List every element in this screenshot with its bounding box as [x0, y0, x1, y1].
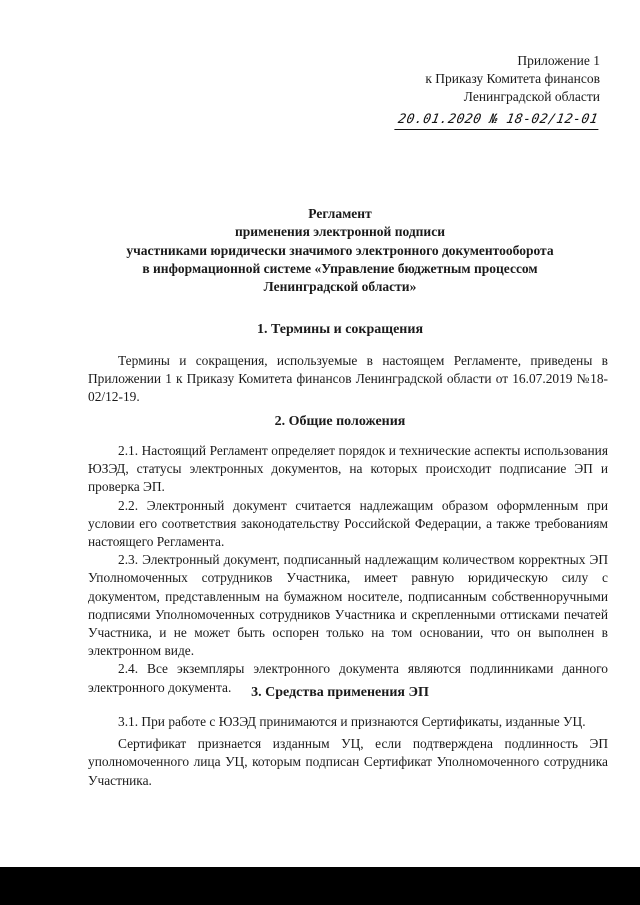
paragraph: 2.1. Настоящий Регламент определяет порядок и технические аспекты использования ЮЗЭД, статусы электронных документов, на которых происходит подписание ЭП и проверка ЭП. [88, 443, 608, 495]
section-3-body [88, 713, 608, 790]
section-2-heading: 2. Общие положения [274, 414, 406, 429]
section-1-body [88, 352, 608, 407]
handwritten-order-number: 20.01.2020 № 18-02/12-01 [394, 111, 601, 130]
title-line-3: участниками юридически значимого электронного документооборота [126, 242, 554, 258]
section-1-heading: 1. Термины и сокращения [256, 322, 424, 337]
appendix-line-3: Ленинградской области [463, 89, 600, 104]
title-line-4: в информационной системе «Управление бюджетным процессом [142, 260, 538, 276]
title-line-1: Регламент [308, 206, 372, 221]
section-3-heading: 3. Средства применения ЭП [251, 685, 429, 700]
paragraph: 2.4. Все экземпляры электронного документа являются подлинниками данного электронного документа. [88, 661, 608, 695]
appendix-line-1: Приложение 1 [517, 53, 600, 68]
appendix-line-2: к Приказу Комитета финансов [425, 71, 600, 86]
title-line-5: Ленинградской области» [263, 279, 417, 295]
appendix-block [396, 52, 600, 130]
document-title [60, 205, 620, 296]
scan-edge-bar [0, 867, 640, 905]
title-line-2: применения электронной подписи [234, 224, 445, 240]
section-2-body [88, 442, 608, 697]
paragraph: 2.2. Электронный документ считается надлежащим образом оформленным при условии его соответствия законодательству Российской Федерации, а также требованиям настоящего Регламента. [88, 497, 608, 550]
paragraph: 3.1. При работе с ЮЗЭД принимаются и признаются Сертификаты, изданные УЦ. [118, 714, 586, 729]
paragraph: 2.3. Электронный документ, подписанный надлежащим количеством корректных ЭП Уполномоченных сотрудников Участника, имеет равную юридическую силу с документом, представленным на бумажном носителе, подписанным собственноручными подписями Уполномоченных сотрудников Участника и скрепленными оттисками печатей Участника, и не может быть оспорен только на том основании, что он выполнен в электронном виде. [88, 552, 608, 659]
paragraph: Сертификат признается изданным УЦ, если подтверждена подлинность ЭП уполномоченного лица УЦ, которым подписан Сертификат Уполномоченного сотрудника Участника. [88, 736, 608, 788]
paragraph: Термины и сокращения, используемые в настоящем Регламенте, приведены в Приложении 1 к Приказу Комитета финансов Ленинградской области от 16.07.2019 №18-02/12-19. [88, 353, 608, 405]
